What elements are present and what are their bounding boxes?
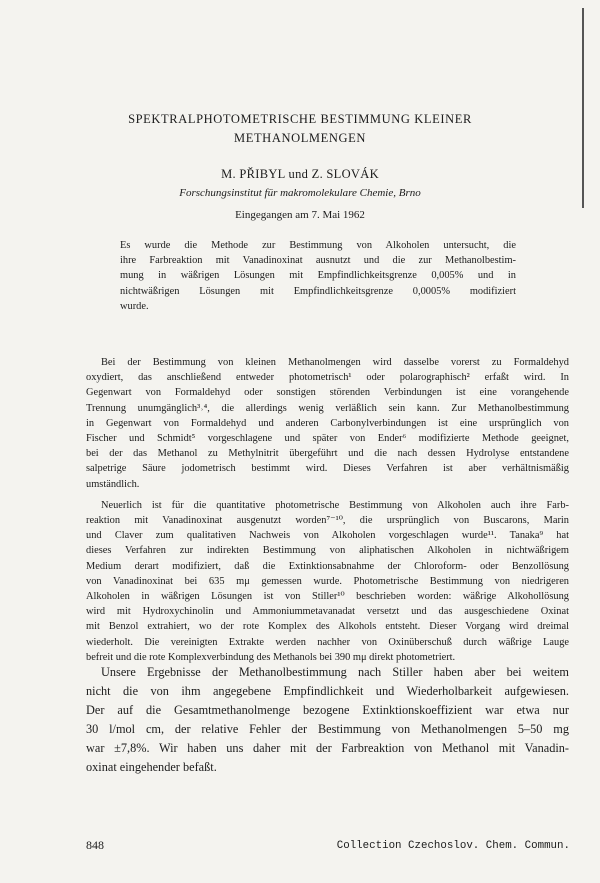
scan-edge-line <box>582 8 584 208</box>
body-line: befreit und die rote Komplexverbindung des Methanols bei 390 mμ direkt photometriert. <box>86 651 456 663</box>
body-line: Neuerlich ist für die quantitative photometrische Bestimmung von Alkoholen auch ihre Farb- <box>101 499 569 511</box>
body-line: reaktion mit Vanadinoxinat ausgenutzt worden⁷⁻¹⁰, die ursprünglich von Buscarons, Marin <box>86 515 569 527</box>
abstract-line: mung in wäßrigen Lösungen mit Empfindlichkeitsgrenze 0,005% und in <box>120 270 516 282</box>
body-line: Fischer und Schmidt⁵ vorgeschlagene und später von Ender⁶ modifizierte Methode geeignet, <box>86 433 569 445</box>
body-line: nicht die von ihm angegebene Empfindlichkeit und Wiederholbarkeit aufgewiesen. <box>86 684 569 698</box>
title-line-1: SPEKTRALPHOTOMETRISCHE BESTIMMUNG KLEINER <box>128 112 472 126</box>
article-title <box>80 110 520 148</box>
body-line: und Claver zum qualitativen Nachweis von Alkoholen vorgeschlagen wurde¹¹. Tanaka⁹ hat <box>86 530 569 542</box>
body-line: wiederholt. Die vereinigten Extrakte werden nachher von Oxinüberschuß durch wäßrige Lauge <box>86 636 569 648</box>
body-line: Gegenwart von Formaldehyd oder sonstigen störenden Verbindungen ist eine vorangehende <box>86 387 569 399</box>
abstract-line: wurde. <box>120 300 149 312</box>
institute: Forschungsinstitut für makromolekulare Chemie, Brno <box>179 187 421 199</box>
body-line: Medium derart modifiziert, daß die Extinktionsabnahme der Chloroform- oder Benzollösung <box>86 560 569 572</box>
page-number: 848 <box>86 838 104 852</box>
body-line: Alkoholen in wäßrigen Lösungen ist von Stiller¹⁰ beschrieben worden: wäßrige Alkohollösung <box>86 591 569 603</box>
body-line: von Vanadinoxinat bei 635 mμ gemessen wurde. Photometrische Bestimmung von niedrigeren <box>86 575 569 587</box>
body-line: war ±7,8%. Wir haben uns daher mit der Farbreaktion von Methanol mit Vanadin- <box>86 741 569 755</box>
body-line: Unsere Ergebnisse der Methanolbestimmung nach Stiller haben aber bei weitem <box>101 665 569 679</box>
abstract-line: nichtwäßrigen Lösungen mit Empfindlichkeitsgrenze 0,0005% modifiziert <box>120 285 516 297</box>
journal-name: Collection Czechoslov. Chem. Commun. <box>336 840 570 852</box>
body-line: 30 l/mol cm, der relative Fehler der Bestimmung von Methanolmengen 5–50 mg <box>86 722 569 736</box>
paragraph-1 <box>86 355 569 492</box>
body-line: oxinat eingehender befaßt. <box>86 760 217 774</box>
body-line: Bei der Bestimmung von kleinen Methanolmengen wird dasselbe vorerst zu Formaldehyd <box>101 357 569 368</box>
body-line: Trennung unumgänglich³˒⁴, die allerdings wenig verläßlich sein kann. Zur Methanolbestimmung <box>86 402 569 414</box>
body-text-small <box>86 355 569 665</box>
body-line: salpetrige Säure jodometrisch bestimmt wird. Dieses Verfahren ist aber verhältnismäßig <box>86 463 569 475</box>
body-line: oxydiert, das anschließend entweder photometrisch¹ oder polarographisch² erfaßt wird. In <box>86 372 569 384</box>
title-line-2: METHANOLMENGEN <box>234 131 366 145</box>
abstract <box>120 238 516 314</box>
body-line: bei der das Methanol zu Methylnitrit übergeführt und die nach dessen Hydrolyse entstandene <box>86 448 569 460</box>
body-line: mit Benzol extrahiert, wo der rote Komplex des Alkohols entsteht. Dieser Vorgang wird dreimal <box>86 621 569 633</box>
paragraph-2 <box>86 498 569 665</box>
received-date: Eingegangen am 7. Mai 1962 <box>235 209 365 221</box>
body-line: wird mit Hydroxychinolin und Ammoniummetavanadat versetzt und das ausgeschiedene Oxinat <box>86 606 569 618</box>
paragraph-3 <box>86 663 569 777</box>
body-line: Der auf die Gesamtmethanolmenge bezogene Extinktionskoeffizient war etwa nur <box>86 703 569 717</box>
body-line: umständlich. <box>86 478 140 490</box>
authors: M. PŘIBYL und Z. SLOVÁK <box>221 167 379 181</box>
abstract-line: Es wurde die Methode zur Bestimmung von Alkoholen untersucht, die <box>120 240 516 251</box>
body-text-large <box>86 663 569 777</box>
body-line: dieses Verfahren zur indirekten Bestimmung von aliphatischen Alkoholen in nichtwäßrigem <box>86 545 569 557</box>
abstract-line: ihre Farbreaktion mit Vanadinoxinat ausnutzt und die zur Methanolbestim- <box>120 255 516 267</box>
body-line: in Gegenwart von Formaldehyd und anderen Carbonylverbindungen ist eine ursprünglich von <box>86 417 569 429</box>
